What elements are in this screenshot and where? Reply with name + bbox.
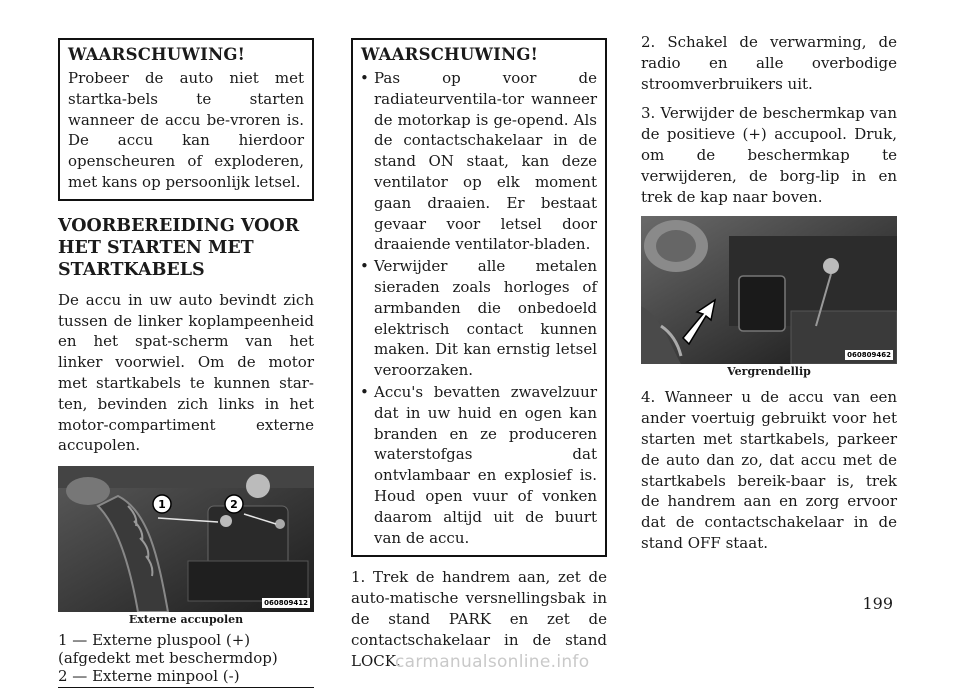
warning-box-safety (351, 38, 607, 557)
column-middle (351, 38, 607, 671)
watermark: carmanualsonline.info (395, 652, 590, 672)
warning-title: WAARSCHUWING! (361, 45, 539, 64)
legend-item-1: 1 — Externe pluspool (+) (afgedekt met beschermdop) (58, 631, 278, 668)
warning-text: Probeer de auto niet met startka-bels te starten wanneer de accu be-vroren is. De accu kan hierdoor openscheuren of exploderen, met kans op persoonlijk letsel. (68, 69, 304, 191)
list-item: • Accu's bevatten zwavelzuur dat in uw huid en ogen kan branden en ze produceren waterstofgas dat ontvlambaar en explosief is. Houd open vuur of vonken daarom altijd uit de buurt van de accu. (361, 382, 597, 548)
step-3: 3. Verwijder de beschermkap van de positieve (+) accupool. Druk, om de beschermkap te verwijderen, de borg-lip in en trek de kap naar boven. (641, 104, 897, 206)
figure-remote-battery-posts (58, 466, 314, 612)
figure-legend (58, 631, 314, 685)
warning-list (361, 68, 597, 548)
step-4: 4. Wanneer u de accu van een ander voertuig gebruikt voor het starten met startkabels, parkeer de auto dan zo, dat accu met de startkabels bereik-baar is, trek de handrem aan en zorg ervoor dat de contactschakelaar in de stand OFF staat. (641, 388, 897, 552)
warning-title: WAARSCHUWING! (68, 45, 246, 64)
page-number: 199 (862, 594, 893, 613)
figure-locking-tab (641, 216, 897, 364)
battery-cover-photo (641, 216, 897, 364)
list-item: • Pas op voor de radiateurventila-tor wanneer de motorkap is ge-opend. Als de contactschakelaar in de stand ON staat, kan deze ventilator op elk moment gaan draaien. Er bestaat gevaar voor letsel door draaiende ventilator-bladen. (361, 68, 597, 255)
legend-item-2: 2 — Externe minpool (-) (58, 667, 240, 686)
list-item: • Verwijder alle metalen sieraden zoals horloges of armbanden die onbedoeld elektrisch contact kunnen maken. Dit kan ernstig letsel veroorzaken. (361, 256, 597, 381)
callout-2-label: 2 (230, 498, 238, 512)
step-1: 1. Trek de handrem aan, zet de auto-matische versnellingsbak in de stand PARK en zet de contactschakelaar in de stand LOCK. (351, 568, 607, 670)
figure-caption: Vergrendellip (727, 365, 811, 379)
column-right (641, 32, 897, 554)
engine-bay-photo (58, 466, 314, 612)
callout-1-label: 1 (158, 498, 166, 512)
step-2: 2. Schakel de verwarming, de radio en alle overbodige stroomverbruikers uit. (641, 33, 897, 93)
figure-code: 060809462 (847, 351, 891, 360)
intro-paragraph: De accu in uw auto bevindt zich tussen de linker koplampeenheid en het spat-scherm van het linker voorwiel. Om de motor met startkabels te kunnen star-ten, bevinden zich links in het motor-compartiment externe accupolen. (58, 290, 314, 455)
figure-caption: Externe accupolen (128, 613, 244, 627)
warning-box-frozen-battery (58, 38, 314, 201)
column-left (58, 38, 314, 688)
figure-code: 060809412 (264, 599, 308, 608)
section-heading: VOORBEREIDING VOOR HET STARTEN MET STARTKABELS (58, 215, 300, 280)
